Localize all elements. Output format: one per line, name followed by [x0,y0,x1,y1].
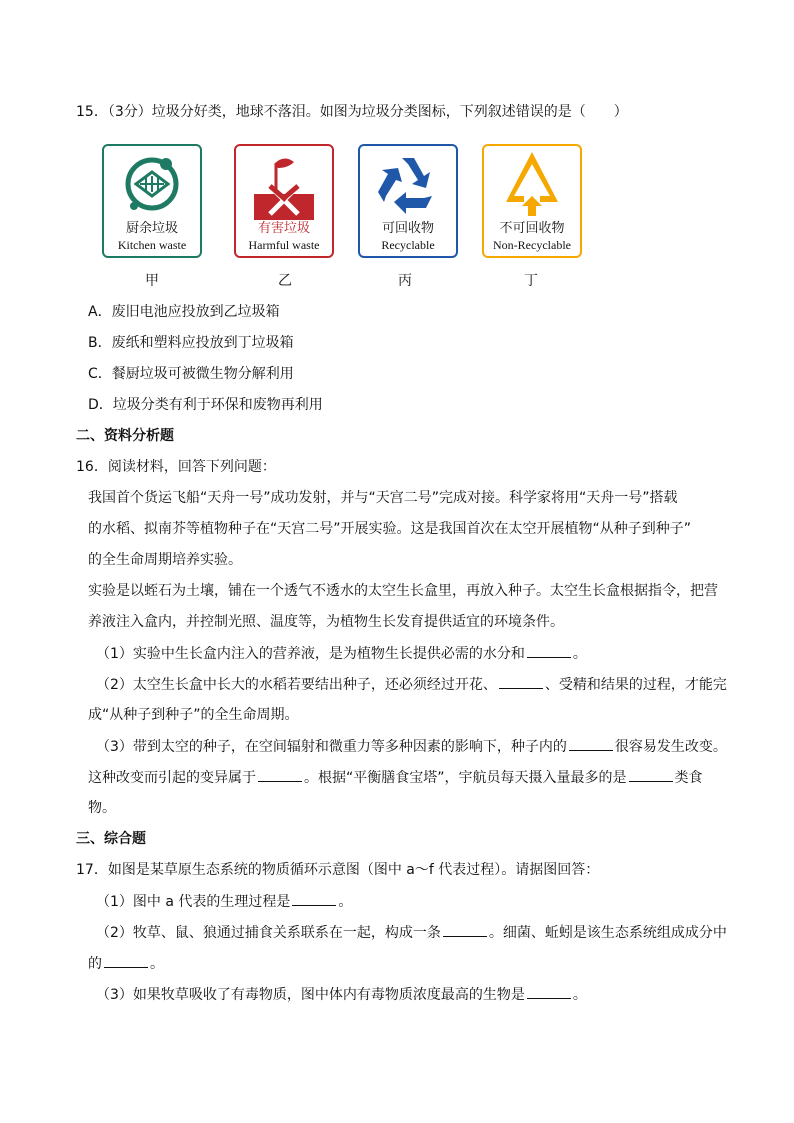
q16-para1-line3: 的全生命周期培养实验。 [88,552,242,568]
non-recyclable-icon [500,148,564,218]
answer-blank[interactable] [527,984,571,999]
q16-sub3: （3）带到太空的种子，在空间辐射和微重力等多种因素的影响下，种子内的 很容易发生改变。 [96,736,727,757]
sign-label-yi: 乙 [278,273,292,289]
q17-sub2-line2: 的 。 [88,953,164,974]
q16-para2-line2: 养液注入盒内，并控制光照、温度等，为植物生长发育提供适宜的环境条件。 [88,614,564,630]
recycle-icon [376,152,440,216]
sign-harmful-waste [228,138,340,264]
sign-kitchen-waste [96,138,208,264]
q16-sub1: （1）实验中生长盒内注入的营养液，是为植物生长提供必需的水分和 。 [96,643,587,664]
q17-stem: 17．如图是某草原生态系统的物质循环示意图（图中 a～f 代表过程）。请据图回答： [76,862,600,878]
answer-blank[interactable] [292,891,336,906]
section-3-heading: 三、综合题 [76,831,146,847]
q15-option-a: A．废旧电池应投放到乙垃圾箱 [88,304,280,320]
q17-sub2: （2）牧草、鼠、狼通过捕食关系联系在一起，构成一条 。细菌、蚯蚓是该生态系统组成成分中 [96,922,727,943]
answer-blank[interactable] [629,767,673,782]
sign-non-recyclable-en: Non-Recyclable [493,238,571,252]
answer-blank[interactable] [569,736,613,751]
q16-sub2-line2: 成“从种子到种子”的全生命周期。 [88,707,299,723]
sign-harmful-cn: 有害垃圾 [257,221,310,236]
sign-label-jia: 甲 [145,273,159,289]
q16-stem: 16．阅读材料，回答下列问题： [76,459,276,475]
sign-label-bing: 丙 [398,273,412,289]
q15-option-c: C．餐厨垃圾可被微生物分解利用 [88,366,294,382]
q16-sub3-line3: 物。 [88,800,116,816]
sign-recyclable-cn: 可回收物 [381,221,434,236]
answer-blank[interactable] [443,922,487,937]
waste-sign-row [96,138,596,268]
q16-para1-line1: 我国首个货运飞船“天舟一号”成功发射，并与“天宫二号”完成对接。科学家将用“天舟一号”搭载 [88,490,678,506]
kitchen-waste-icon [122,150,182,218]
q16-sub3-line2: 这种改变而引起的变异属于 。根据“平衡膳食宝塔”，宇航员每天摄入量最多的是 类食 [88,767,703,788]
q15-stem: 15．（3分）垃圾分好类，地球不落泪。如图为垃圾分类图标，下列叙述错误的是（ ） [76,104,628,120]
q16-para2-line1: 实验是以蛭石为土壤，铺在一个透气不透水的太空生长盒里，再放入种子。太空生长盒根据指令，把营 [88,583,718,599]
sign-label-ding: 丁 [524,273,538,289]
q17-sub3: （3）如果牧草吸收了有毒物质，图中体内有毒物质浓度最高的生物是 。 [96,984,587,1005]
answer-blank[interactable] [258,767,302,782]
sign-non-recyclable-cn: 不可回收物 [499,221,565,236]
answer-blank[interactable] [104,953,148,968]
harmful-waste-icon [254,150,314,220]
answer-blank[interactable] [527,643,571,658]
q15-option-d: D．垃圾分类有利于环保和废物再利用 [88,397,323,413]
q16-para1-line2: 的水稻、拟南芥等植物种子在“天宫二号”开展实验。这是我国首次在太空开展植物“从种子到种子” [88,521,692,537]
answer-blank[interactable] [499,674,543,689]
q16-sub2: （2）太空生长盒中长大的水稻若要结出种子，还必须经过开花、 、受精和结果的过程，才能完 [96,674,727,695]
q17-sub1: （1）图中 a 代表的生理过程是 。 [96,891,352,912]
section-2-heading: 二、资料分析题 [76,428,174,444]
sign-kitchen-cn: 厨余垃圾 [125,221,178,236]
sign-recyclable-en: Recyclable [381,238,435,252]
sign-harmful-en: Harmful waste [248,238,320,252]
sign-kitchen-en: Kitchen waste [117,238,187,252]
sign-non-recyclable [476,138,588,264]
q15-option-b: B．废纸和塑料应投放到丁垃圾箱 [88,335,294,351]
sign-recyclable [352,138,464,264]
